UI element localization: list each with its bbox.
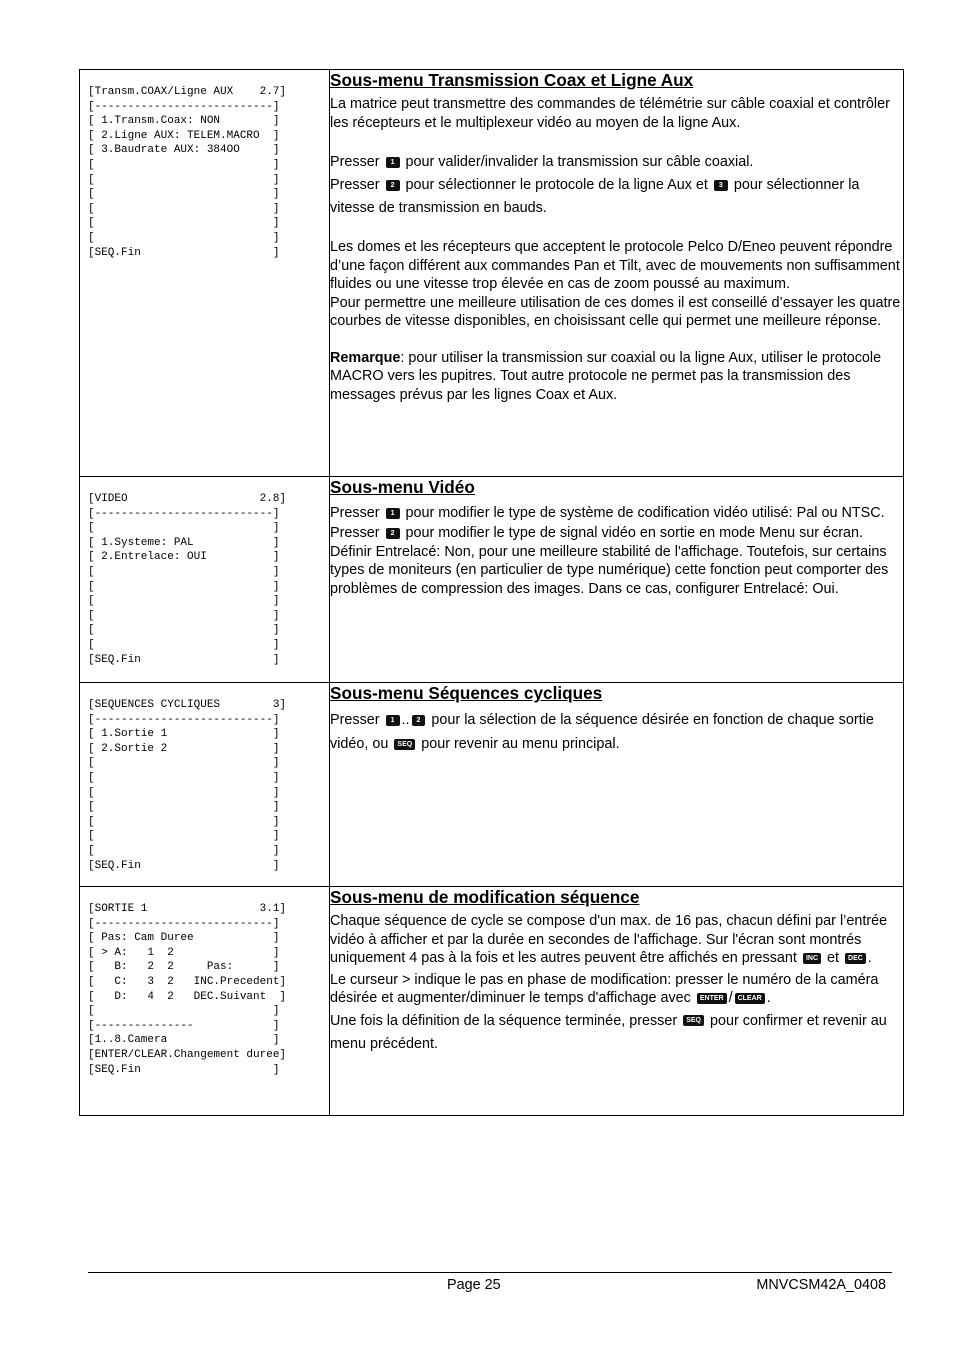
key-seq-icon: SEQ — [394, 739, 415, 750]
paragraph: Presser 1 pour modifier le type de système de codification vidéo utilisé: Pal ou NTSC. — [330, 505, 885, 521]
paragraph: La matrice peut transmettre des commandes de télémétrie sur câble coaxial et contrôler les récepteurs et le multiplexeur vidéo au moyen de la ligne Aux. — [330, 96, 890, 131]
manual-table — [79, 69, 904, 1116]
menu-screen-cell — [80, 477, 330, 683]
menu-screen-sequences: [SEQUENCES CYCLIQUES 3] [---------------------------] [ 1.Sortie 1 ] [ 2.Sortie 2 ] [ ] [ ] [ ] [ ] [ ] [ ] [ ] [SEQ.Fin ] — [88, 699, 287, 872]
document-code: MNVCSM42A_0408 — [756, 1277, 886, 1293]
menu-screen-coax-aux: [Transm.COAX/Ligne AUX 2.7] [---------------------------] [ 1.Transm.Coax: NON ] [ 2.Ligne AUX: TELEM.MACRO ] [ 3.Baudrate AUX: 384OO ] [ ] [ ] [ ] [ ] [ ] [ ] [SEQ.Fin ] — [88, 86, 287, 259]
paragraph: Remarque: pour utiliser la transmission sur coaxial ou la ligne Aux, utiliser le protocole MACRO vers les pupitres. Tout autre protocole ne permet pas la transmission des messages prévus par les lignes Coax et Aux. — [330, 349, 882, 403]
paragraph: Les domes et les récepteurs que acceptent le protocole Pelco D/Eneo peuvent répondre d’une façon différent aux commandes Pan et Tilt, avec de mouvements non suffisamment fluides ou une vitesse trop élevée en cas de zoom poussé au maximum. — [330, 239, 900, 292]
key-seq-icon: SEQ — [683, 1015, 704, 1026]
key-3-icon: 3 — [714, 180, 728, 191]
key-1-icon: 1 — [386, 157, 400, 168]
key-2-icon: 2 — [386, 528, 400, 539]
paragraph: Pour permettre une meilleure utilisation de ces domes il est conseillé d’essayer les quatre courbes de vitesse disponibles, en choisissant celle qui permet une meilleure réponse. — [330, 294, 901, 329]
menu-screen-video: [VIDEO 2.8] [---------------------------] [ ] [ 1.Systeme: PAL ] [ 2.Entrelace: OUI ] [ ] [ ] [ ] [ ] [ ] [ ] [SEQ.Fin ] — [88, 493, 287, 666]
page-number: Page 25 — [447, 1277, 501, 1293]
paragraph: Une fois la définition de la séquence terminée, presser SEQ pour confirmer et revenir au menu précédent. — [330, 1012, 887, 1052]
description-cell — [330, 477, 904, 683]
menu-screen-sequence-edit: [SORTIE 1 3.1] [---------------------------] [ Pas: Cam Duree ] [ > A: 1 2 ] [ B: 2 2 Pas: ] [ C: 3 2 INC.Precedent] [ D: 4 2 DEC.Suivant ] [ ] [--------------- ] [1..8.Camera ] [ENTER/CLEAR.Changement duree] [SEQ.Fin ] — [88, 903, 287, 1076]
paragraph: Le curseur > indique le pas en phase de modification: presser le numéro de la caméra désirée et augmenter/diminuer le temps d'affichage avec ENTER / CLEAR . — [330, 971, 879, 1006]
section-title: Sous-menu Vidéo — [330, 477, 475, 497]
paragraph: Chaque séquence de cycle se compose d'un max. de 16 pas, chacun défini par l’entrée vidéo à afficher et par la durée en secondes de l'affichage. Sur l'écran sont montrés uniquement 4 pas à la fois et les autres peuvent être affichés en pressant INC et DEC . — [330, 913, 888, 966]
key-1-icon: 1 — [386, 508, 400, 519]
footer-divider — [88, 1272, 892, 1273]
paragraph: Presser 2 pour modifier le type de signal vidéo en sortie en mode Menu sur écran. Définir Entrelacé: Non, pour une meilleure stabilité de l'affichage. Toutefois, sur certains types de moniteurs (en particulier de type numérique) cette fonction peut comporter des problèmes de compression des images. Dans ce cas, configurer Entrelacé: Oui. — [330, 525, 889, 597]
key-clear-icon: CLEAR — [735, 993, 765, 1004]
key-enter-icon: ENTER — [697, 993, 727, 1004]
paragraph: Presser 1 pour valider/invalider la transmission sur câble coaxial. — [330, 154, 754, 170]
description-cell — [330, 683, 904, 887]
description-cell — [330, 70, 904, 477]
section-video — [80, 477, 904, 683]
section-sequences — [80, 683, 904, 887]
key-1-icon: 1 — [386, 715, 400, 726]
menu-screen-cell — [80, 70, 330, 477]
description-cell — [330, 887, 904, 1116]
section-title: Sous-menu de modification séquence — [330, 887, 640, 907]
key-2-icon: 2 — [386, 180, 400, 191]
key-inc-icon: INC — [803, 953, 821, 964]
menu-screen-cell — [80, 887, 330, 1116]
section-coax-aux — [80, 70, 904, 477]
paragraph: Presser 2 pour sélectionner le protocole de la ligne Aux et 3 pour sélectionner la vitesse de transmission en bauds. — [330, 177, 860, 216]
remark-label: Remarque — [330, 349, 401, 366]
section-sequence-edit — [80, 887, 904, 1116]
section-title: Sous-menu Transmission Coax et Ligne Aux — [330, 70, 694, 90]
key-dec-icon: DEC — [845, 953, 866, 964]
section-title: Sous-menu Séquences cycliques — [330, 683, 603, 703]
key-2-icon: 2 — [412, 715, 426, 726]
menu-screen-cell — [80, 683, 330, 887]
paragraph: Presser 1 .. 2 pour la sélection de la séquence désirée en fonction de chaque sortie vidéo, ou SEQ pour revenir au menu principal. — [330, 712, 874, 752]
